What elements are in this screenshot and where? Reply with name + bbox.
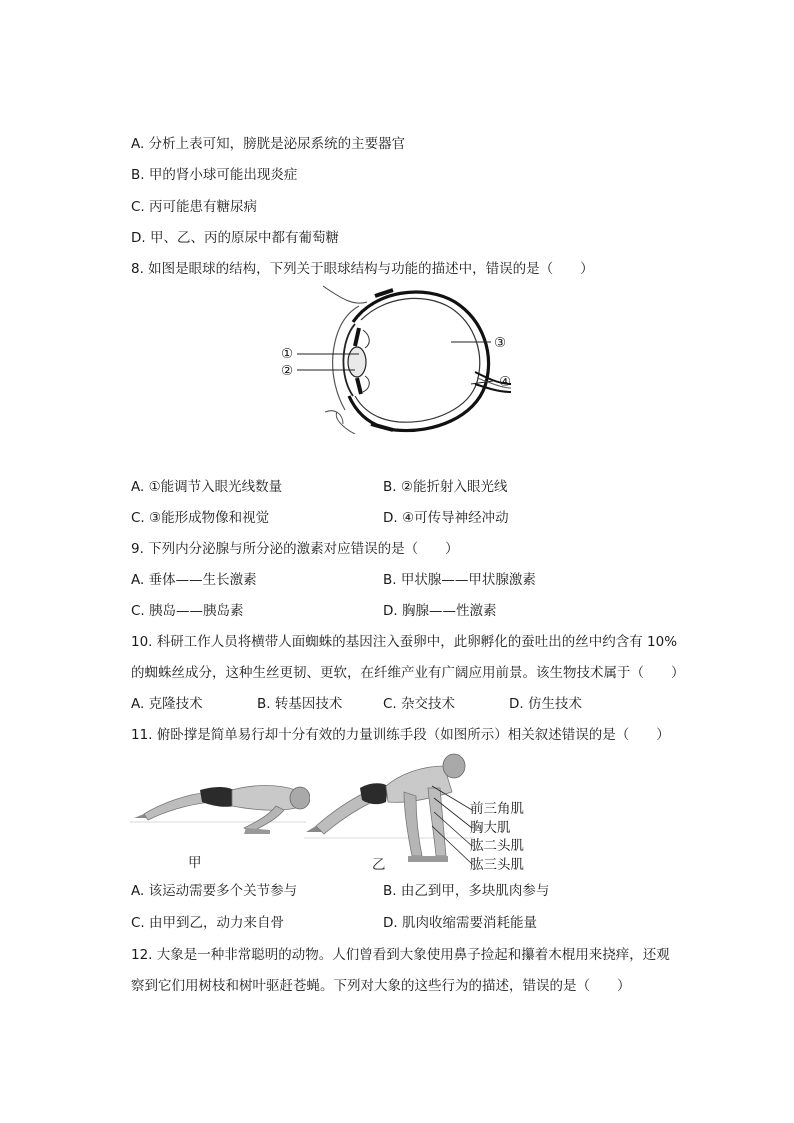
- q12-stem-line2: 察到它们用树枝和树叶驱赶苍蝇。下列对大象的这些行为的描述，错误的是（ ）: [131, 978, 631, 994]
- q10-option-b: B. 转基因技术: [257, 696, 343, 712]
- figure-label-yi: 乙: [372, 857, 386, 873]
- muscle-label-pectoralis-major: 胸大肌: [470, 820, 511, 836]
- q11-option-b: B. 由乙到甲，多块肌肉参与: [383, 883, 550, 899]
- q9-option-a: A. 垂体——生长激素: [131, 572, 257, 588]
- q10-option-c: C. 杂交技术: [383, 696, 456, 712]
- q7-option-b: B. 甲的肾小球可能出现炎症: [131, 167, 298, 183]
- q7-option-a: A. 分析上表可知，膀胱是泌尿系统的主要器官: [131, 136, 406, 152]
- pushup-figure-yi: [304, 752, 476, 870]
- muscle-label-triceps: 肱三头肌: [470, 857, 524, 873]
- eyeball-diagram: [275, 284, 525, 434]
- muscle-label-anterior-deltoid: 前三角肌: [470, 801, 524, 817]
- q12-stem-line1: 12. 大象是一种非常聪明的动物。人们曾看到大象使用鼻子捡起和攥着木棍用来挠痒，还观: [131, 947, 670, 963]
- q10-stem-line1: 10. 科研工作人员将横带人面蜘蛛的基因注入蚕卵中，此卵孵化的蚕吐出的丝中约含有 10%: [131, 634, 678, 650]
- q10-option-d: D. 仿生技术: [509, 696, 582, 712]
- q8-option-c: C. ③能形成物像和视觉: [131, 510, 270, 526]
- q9-option-b: B. 甲状腺——甲状腺激素: [383, 572, 536, 588]
- q7-option-d: D. 甲、乙、丙的原尿中都有葡萄糖: [131, 230, 339, 246]
- muscle-label-biceps: 肱二头肌: [470, 838, 524, 854]
- pushup-figure-jia: [130, 778, 310, 848]
- q8-stem: 8. 如图是眼球的结构，下列关于眼球结构与功能的描述中，错误的是（ ）: [131, 261, 594, 277]
- eye-label-4: ④: [499, 374, 512, 390]
- eye-label-3: ③: [494, 335, 507, 351]
- eye-label-1: ①: [281, 346, 294, 362]
- q11-option-a: A. 该运动需要多个关节参与: [131, 883, 298, 899]
- q10-option-a: A. 克隆技术: [131, 696, 203, 712]
- eye-label-2: ②: [281, 363, 294, 379]
- q10-stem-line2: 的蜘蛛丝成分，这种生丝更韧、更软，在纤维产业有广阔应用前景。该生物技术属于（ ）: [131, 665, 685, 681]
- q9-stem: 9. 下列内分泌腺与所分泌的激素对应错误的是（ ）: [131, 541, 459, 557]
- q7-option-c: C. 丙可能患有糖尿病: [131, 199, 258, 215]
- q8-option-d: D. ④可传导神经冲动: [383, 510, 509, 526]
- q8-option-b: B. ②能折射入眼光线: [383, 479, 508, 495]
- q11-stem: 11. 俯卧撑是简单易行却十分有效的力量训练手段（如图所示）相关叙述错误的是（ ）: [131, 727, 670, 743]
- q9-option-d: D. 胸腺——性激素: [383, 603, 497, 619]
- q11-option-c: C. 由甲到乙，动力来自骨: [131, 915, 285, 931]
- q11-option-d: D. 肌肉收缩需要消耗能量: [383, 915, 537, 931]
- q9-option-c: C. 胰岛——胰岛素: [131, 603, 244, 619]
- q8-option-a: A. ①能调节入眼光线数量: [131, 479, 283, 495]
- figure-label-jia: 甲: [188, 855, 202, 871]
